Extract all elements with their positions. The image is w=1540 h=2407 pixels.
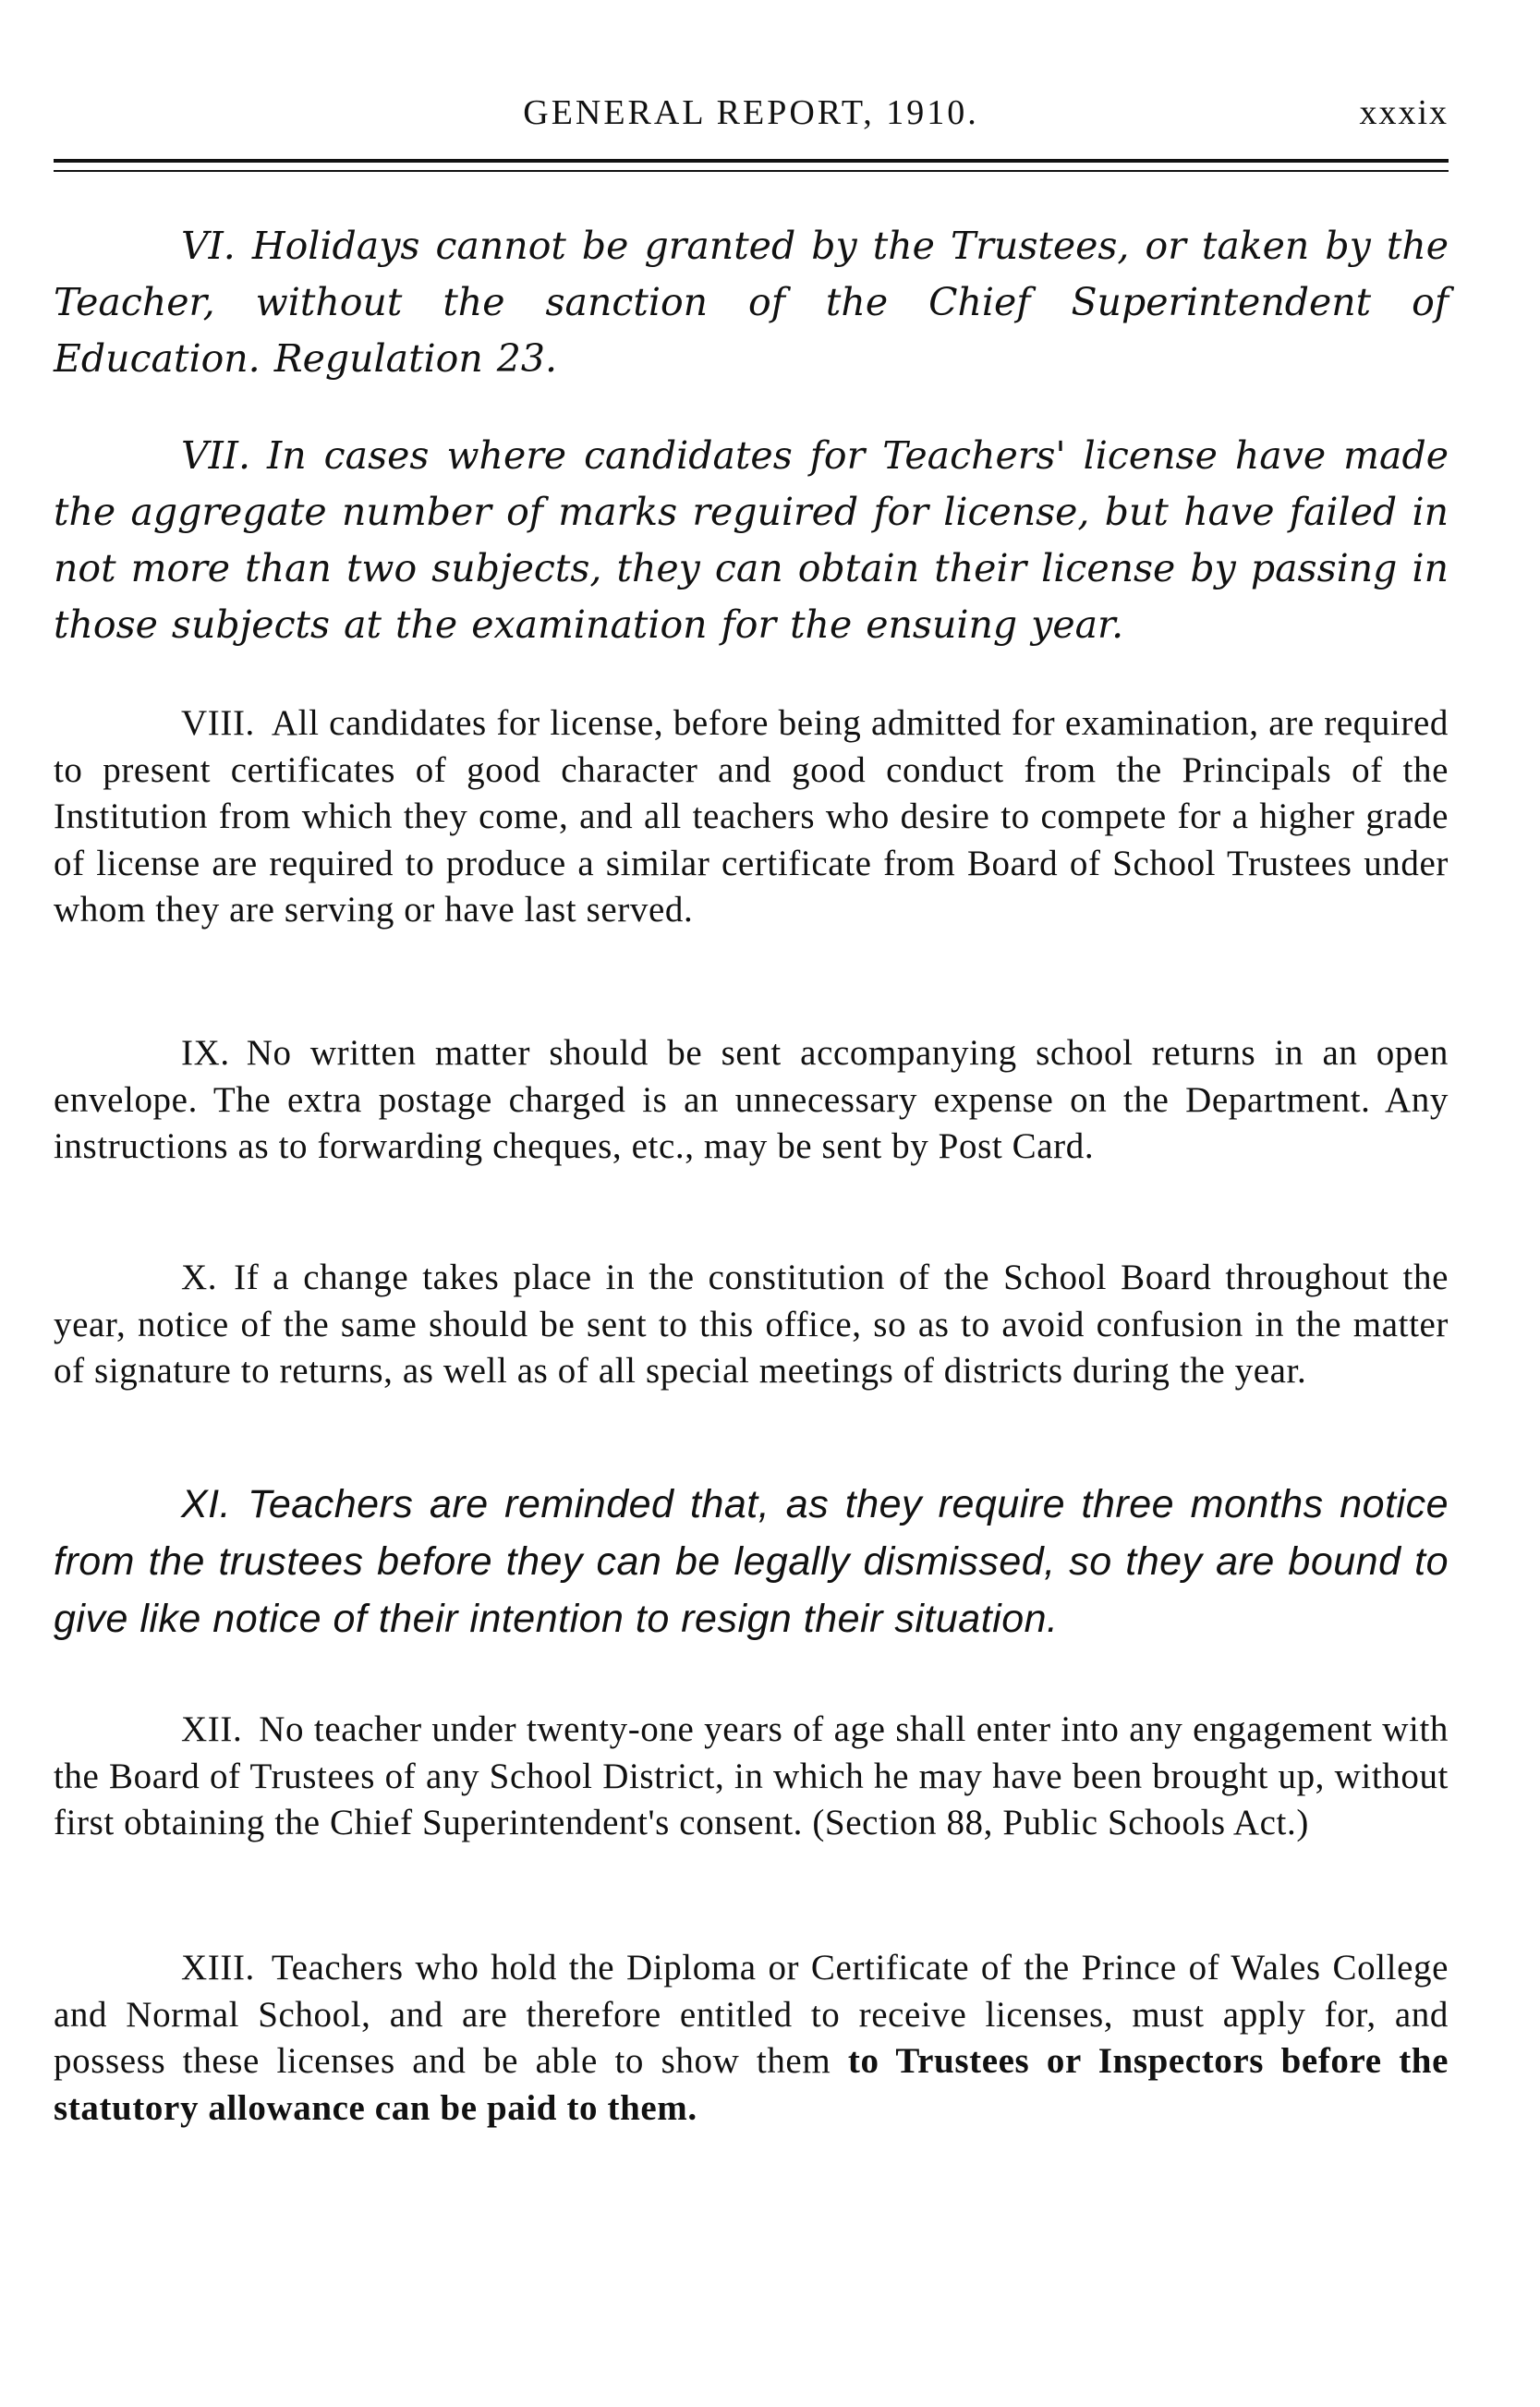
- paragraph-xiii: [54, 1945, 1449, 2132]
- header-title: GENERAL REPORT, 1910.: [523, 93, 979, 132]
- paragraph-xi: [54, 1476, 1449, 1647]
- paragraph-text: All candidates for license, before being admitted for examination, are required to present certificates of good character and good conduct from the Principals of the Institution from which they come, and all teachers who desire to compete for a higher grade of license are required to produce a similar certificate from Board of School Trustees under whom they are serving or have last served.: [54, 703, 1449, 930]
- paragraph-number: XIII.: [181, 1948, 255, 1988]
- paragraph-x: [54, 1255, 1449, 1395]
- paragraph-text: No written matter should be sent accompanying school returns in an open envelope. The extra postage charged is an unnecessary expense on the Department. Any instructions as to forwarding cheques, etc., may be sent by Post Card.: [54, 1033, 1449, 1166]
- document-page: [54, 0, 1449, 2407]
- paragraph-text: In cases where candidates for Teachers' license have made the aggregate number of marks reguired for license, but have failed in not more than two subjects, they can obtain their license by passing in those subjects at the examination for the ensuing year.: [54, 433, 1449, 647]
- paragraph-text: Teachers are reminded that, as they require three months notice from the trustees before they can be legally dismissed, so they are bound to give like notice of their intention to resign their situation.: [54, 1482, 1449, 1641]
- paragraph-number: VII.: [181, 433, 251, 478]
- page-number: xxxix: [1359, 93, 1449, 132]
- paragraph-vii: [54, 428, 1449, 653]
- paragraph-xii: [54, 1707, 1449, 1847]
- paragraph-number: X.: [181, 1258, 218, 1297]
- paragraph-number: VIII.: [181, 703, 255, 743]
- paragraph-text: Holidays cannot be granted by the Trustees, or taken by the Teacher, without the sanction of the Chief Superintendent of Education. Regulation 23.: [54, 224, 1449, 381]
- paragraph-ix: [54, 1030, 1449, 1171]
- paragraph-text: No teacher under twenty-one years of age shall enter into any engagement with the Board of Trustees of any School District, in which he may have been brought up, without first obtaining the Chief Superintendent's consent. (Section 88, Public Schools Act.): [54, 1709, 1449, 1842]
- paragraph-number: IX.: [181, 1033, 230, 1073]
- paragraph-number: XI.: [181, 1482, 232, 1526]
- paragraph-text: Teachers who hold the Diploma or Certificate of the Prince of Wales College and Normal School, and are therefore entitled to receive licenses, must apply for, and possess these licenses and be able to show them: [54, 1948, 1449, 2081]
- header-rule-thick: [54, 159, 1449, 163]
- paragraph-text-bold: to Trustees or Inspectors before the statutory allowance can be paid to them.: [54, 2041, 1449, 2128]
- paragraph-vi: [54, 218, 1449, 387]
- header-rule-thin: [54, 170, 1449, 172]
- paragraph-number: XII.: [181, 1709, 243, 1749]
- paragraph-number: VI.: [181, 224, 236, 268]
- paragraph-text: If a change takes place in the constitution of the School Board throughout the year, notice of the same should be sent to this office, so as to avoid confusion in the matter of signature to returns, as well as of all special meetings of districts during the year.: [54, 1258, 1449, 1391]
- paragraph-viii: [54, 700, 1449, 934]
- running-header: [54, 92, 1449, 148]
